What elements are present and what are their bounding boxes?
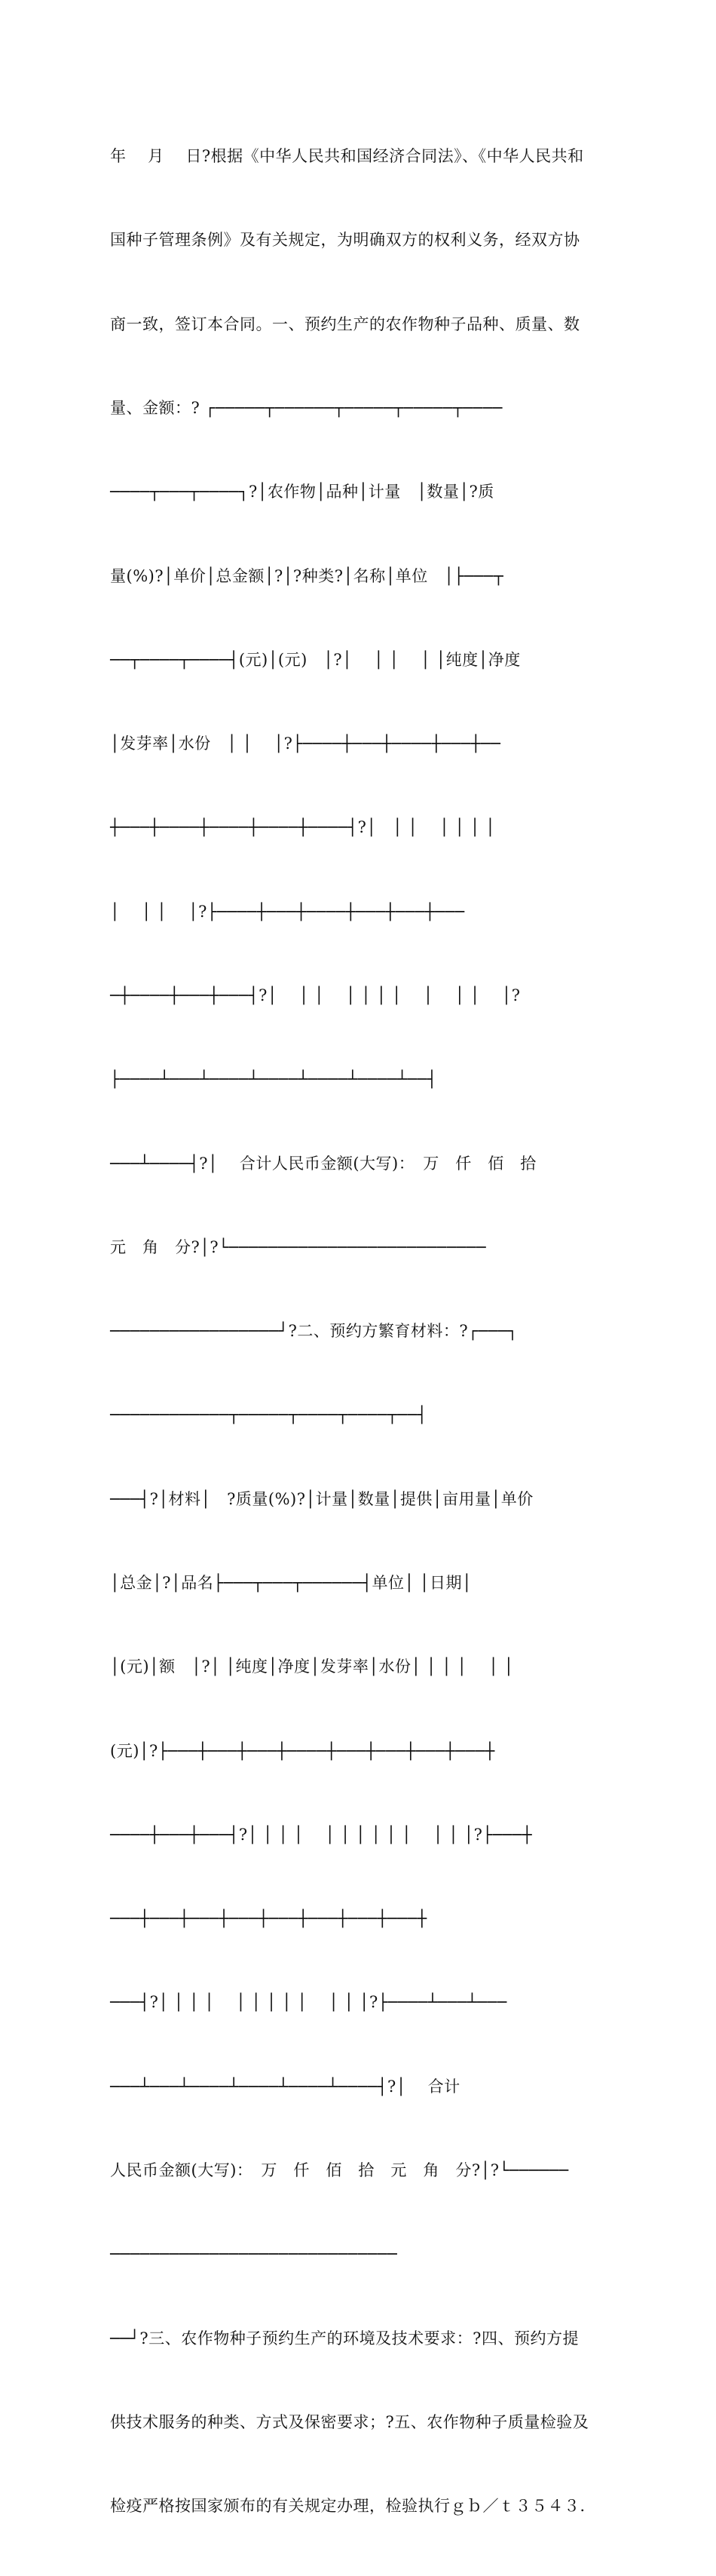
text-line: ────────────┬─────┬────┬────┬──┤ bbox=[110, 1406, 427, 1424]
text-line: 年 月 日?根据《中华人民共和国经济合同法》、《中华人民共和 bbox=[110, 147, 584, 166]
text-line: ├────┴───┴────┴────┴────┴────┴──┤ bbox=[110, 1070, 437, 1089]
text-line: │发芽率│水份 │ │ │?├────┼───┼────┼───┼── bbox=[110, 734, 501, 753]
contract-body bbox=[110, 87, 607, 2576]
text-line: ───┤?│材料│ ?质量(%)?│计量│数量│提供│亩用量│单价 bbox=[110, 1489, 534, 1508]
text-line: 量(%)?│单价│总金额│?│?种类?│名称│单位 │├───┬ bbox=[110, 566, 504, 585]
text-line: 检疫严格按国家颁布的有关规定办理，检验执行ｇｂ／ｔ３５４３． bbox=[110, 2497, 596, 2516]
text-line: ───┴───┴────┴────┴────┴────┤?│ 合计 bbox=[110, 2077, 461, 2096]
text-line: ┼───┼────┼────┼────┼────┤?│ │ │ │ │ │ │ bbox=[110, 818, 496, 837]
text-line: ──┬────┬────┤(元)│(元) │?│ │ │ │ │纯度│净度 bbox=[110, 650, 521, 669]
text-line: ────┬───┬────┐?│农作物│品种│计量 │数量│?质 bbox=[110, 483, 494, 501]
text-line: 人民币金额(大写)： 万 仟 佰 拾 元 角 分?│?└────── bbox=[110, 2160, 569, 2179]
text-line: ─┼────┼───┼───┤?│ │ │ │ │ │ │ │ │ │ │? bbox=[110, 986, 521, 1004]
text-line: ───┼───┼───┼───┼───┼───┼───┼───┼ bbox=[110, 1909, 427, 1928]
text-line: │(元)│额 │?│ │纯度│净度│发芽率│水份│ │ │ │ │ │ bbox=[110, 1658, 514, 1676]
text-line: ────┼───┼───┤?│ │ │ │ │ │ │ │ │ │ │ │ │?├───┼ bbox=[110, 1825, 533, 1844]
text-line: ───────────────────────────── bbox=[110, 2245, 398, 2264]
text-line: 元 角 分?│?└────────────────────────── bbox=[110, 1237, 487, 1256]
text-line: ─────────────────┘?二、预约方繁育材料：?┌───┐ bbox=[110, 1322, 518, 1341]
text-line: (元)│?├───┼───┼───┼────┼───┼───┼───┼───┼ bbox=[110, 1741, 495, 1760]
text-line: 量、金额：? ┌─────┬──────┬─────┬─────┬──── bbox=[110, 399, 503, 418]
text-line: ───┤?│ │ │ │ │ │ │ │ │ │ │ │?├────┴───┴─── bbox=[110, 1993, 507, 2012]
text-line: ──┘?三、农作物种子预约生产的环境及技术要求：?四、预约方提 bbox=[110, 2329, 579, 2348]
text-line: │ │ │ │?├────┼───┼────┼───┼───┼─── bbox=[110, 902, 465, 921]
text-line: │总金│?│品名├───┬───┬──────┤单位│ │日期│ bbox=[110, 1573, 473, 1592]
text-line: 国种子管理条例》及有关规定，为明确双方的权利义务，经双方协 bbox=[110, 231, 580, 250]
text-line: ───┴────┤?│ 合计人民币金额(大写)： 万 仟 佰 拾 bbox=[110, 1154, 537, 1173]
text-line: 商一致，签订本合同。一、预约生产的农作物种子品种、质量、数 bbox=[110, 314, 580, 333]
text-line: 供技术服务的种类、方式及保密要求；?五、农作物种子质量检验及 bbox=[110, 2412, 589, 2431]
